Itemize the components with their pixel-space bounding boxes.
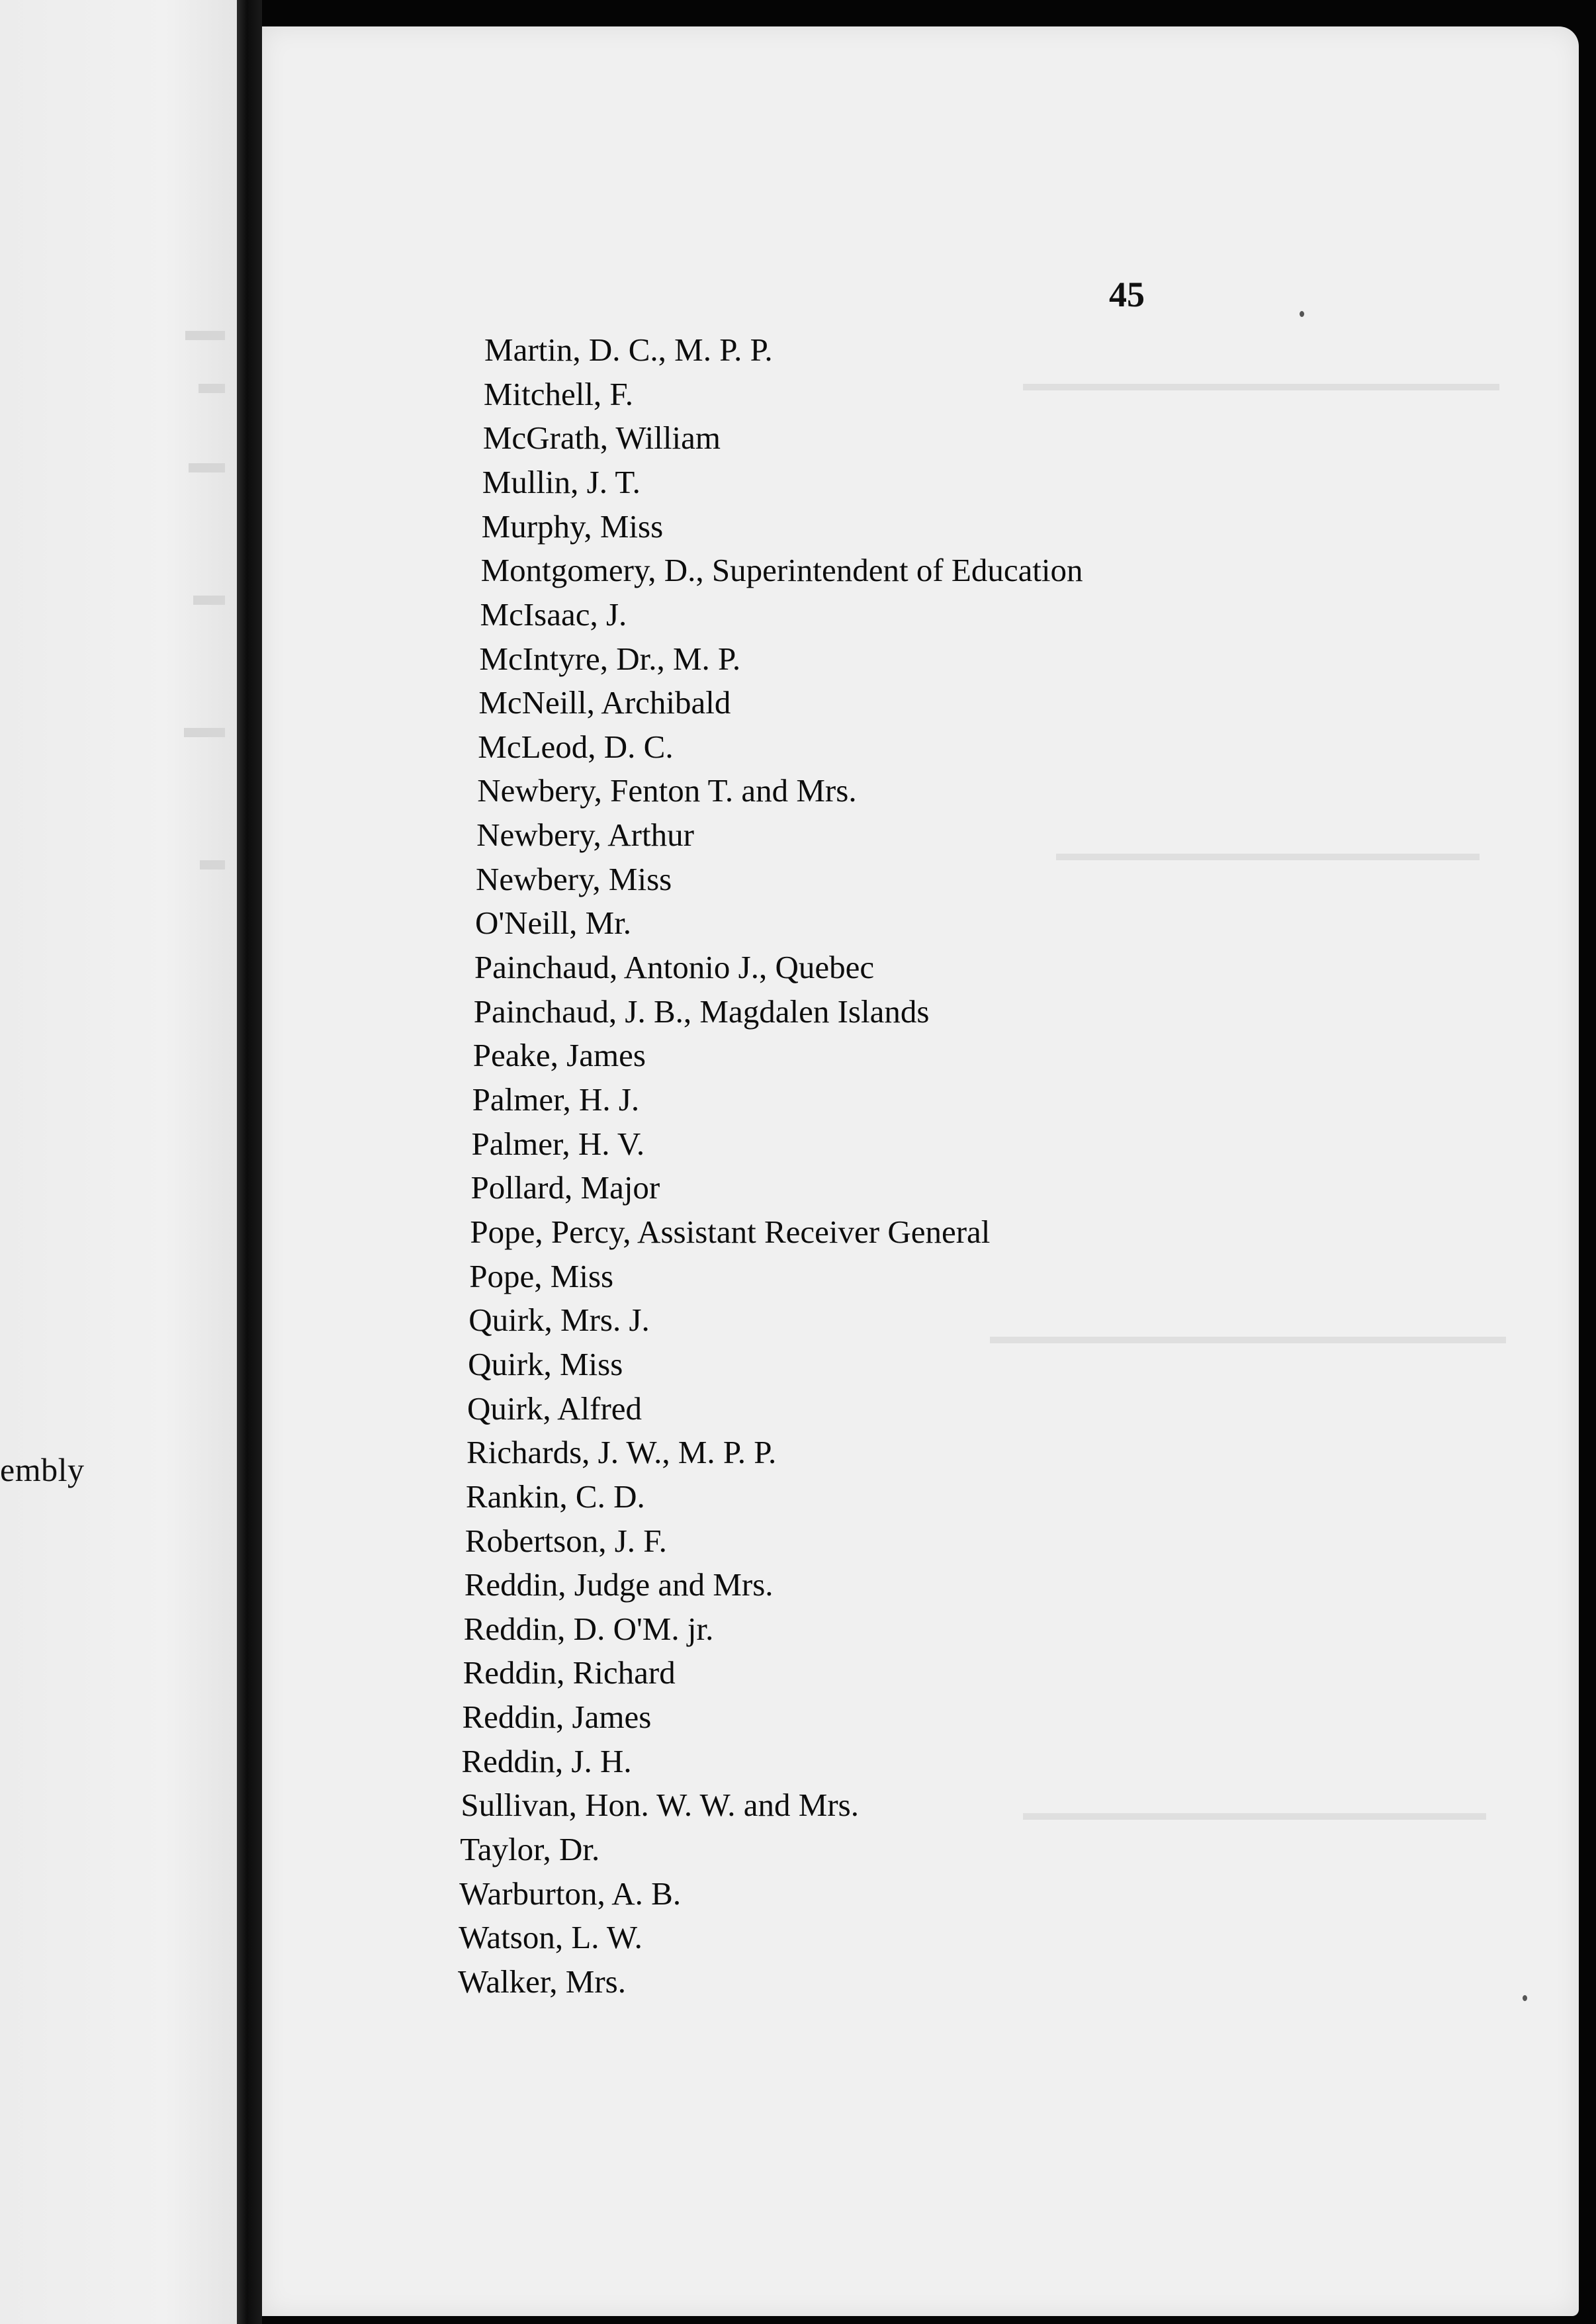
- name-entry: Murphy, Miss: [481, 508, 664, 545]
- name-entry: McGrath, William: [482, 420, 721, 457]
- name-entry: O'Neill, Mr.: [474, 905, 632, 942]
- name-entry: Quirk, Mrs. J.: [468, 1302, 650, 1339]
- name-entry: Pope, Percy, Assistant Receiver General: [470, 1213, 991, 1250]
- name-entry: Reddin, James: [462, 1699, 652, 1736]
- name-entry: Palmer, H. J.: [472, 1081, 640, 1118]
- name-entry: Reddin, Judge and Mrs.: [464, 1566, 774, 1603]
- bleed-through-mark: [200, 860, 225, 870]
- name-entry: Richards, J. W., M. P. P.: [466, 1434, 777, 1471]
- name-entry: Mitchell, F.: [483, 375, 634, 412]
- name-entry: McNeill, Archibald: [478, 684, 731, 721]
- name-entry: Newbery, Miss: [476, 860, 672, 897]
- name-entry: Painchaud, J. B., Magdalen Islands: [473, 993, 930, 1030]
- name-entry: Newbery, Fenton T. and Mrs.: [477, 772, 857, 809]
- bleed-through-mark: [199, 384, 225, 393]
- name-entry: Mullin, J. T.: [482, 463, 641, 500]
- name-entry: McIsaac, J.: [480, 596, 627, 633]
- name-entry: Reddin, D. O'M. jr.: [463, 1610, 714, 1647]
- previous-page-edge: [0, 0, 237, 2324]
- name-entry: Rankin, C. D.: [465, 1478, 645, 1515]
- name-entry: Peake, James: [472, 1037, 646, 1074]
- name-entry: Reddin, J. H.: [461, 1742, 632, 1779]
- name-entry: Painchaud, Antonio J., Quebec: [474, 949, 875, 986]
- name-entry: Robertson, J. F.: [465, 1522, 667, 1559]
- name-entry: Taylor, Dr.: [460, 1831, 600, 1868]
- name-entry: Warburton, A. B.: [459, 1875, 682, 1912]
- name-entry: McLeod, D. C.: [478, 728, 674, 765]
- name-entry: Montgomery, D., Superintendent of Education: [480, 552, 1083, 589]
- name-entry: Pope, Miss: [469, 1257, 614, 1294]
- name-entry: Reddin, Richard: [463, 1654, 676, 1691]
- name-entry: Martin, D. C., M. P. P.: [484, 332, 773, 368]
- name-entry: McIntyre, Dr., M. P.: [479, 640, 741, 677]
- name-entry: Walker, Mrs.: [458, 1963, 626, 2000]
- name-entry: Palmer, H. V.: [471, 1125, 645, 1162]
- bleed-through-mark: [189, 463, 225, 472]
- bleed-through-line: [1056, 854, 1480, 860]
- bleed-through-line: [1023, 1813, 1486, 1820]
- page-45: [262, 26, 1579, 2316]
- bleed-through-mark: [184, 728, 225, 737]
- bleed-through-line: [1023, 384, 1499, 390]
- name-entry: Pollard, Major: [470, 1169, 660, 1206]
- name-entry: Newbery, Arthur: [476, 817, 694, 854]
- paper-speck: [1523, 1995, 1527, 2001]
- bleed-through-mark: [185, 331, 225, 340]
- book-gutter: [237, 0, 262, 2324]
- name-entry: Sullivan, Hon. W. W. and Mrs.: [461, 1787, 859, 1824]
- page-number: 45: [1109, 275, 1145, 314]
- bleed-through-mark: [193, 596, 225, 605]
- name-entry: Watson, L. W.: [459, 1919, 643, 1956]
- name-entry: Quirk, Miss: [468, 1345, 623, 1382]
- name-entry: Quirk, Alfred: [467, 1390, 643, 1427]
- bleed-through-line: [990, 1337, 1506, 1343]
- paper-speck: [1300, 311, 1304, 317]
- previous-page-text-fragment: embly: [0, 1451, 85, 1488]
